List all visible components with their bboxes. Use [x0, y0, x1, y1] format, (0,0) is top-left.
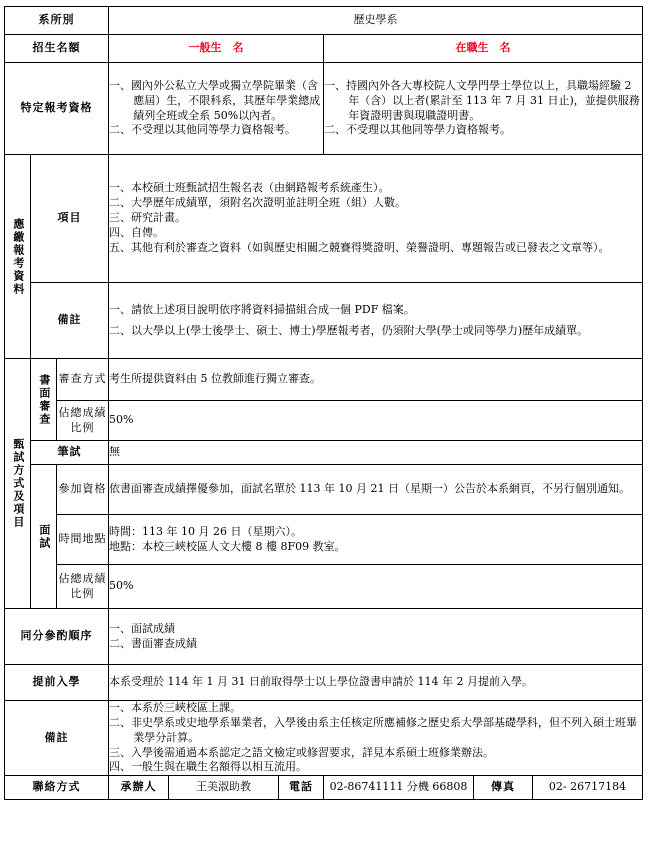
contact-handler-label: 承辦人	[109, 776, 169, 800]
interview-time-cell	[109, 515, 643, 565]
interview-qualify: 依書面審查成績擇優參加，面試名單於 113 年 10 月 21 日（星期一）公告於本系網頁，不另行個別通知。	[109, 465, 643, 515]
materials-notes-label: 備註	[31, 283, 109, 359]
dept-value: 歷史學系	[109, 7, 643, 35]
interview-time: 時間：113 年 10 月 26 日（星期六）。	[109, 524, 302, 538]
eligibility-working	[324, 63, 643, 155]
materials-label: 應繳報考資料	[11, 217, 25, 296]
review-method-label: 審查方式	[57, 359, 109, 401]
row-materials-items	[5, 155, 643, 283]
materials-item: 五、其他有利於審查之資料（如與歷史相關之競賽得獎證明、榮譽證明、專題報告或已發表之文章等）。	[109, 240, 610, 254]
eligibility-working-item: 一、持國內外各大專校院人文學門學士學位以上，具職場經驗 2 年（含）以上者(累計至 113 年 7 月 31 日止)，並提供服務年資證明書與現職證明書。	[324, 78, 640, 122]
remarks-item: 二、非史學系或史地學系畢業者，入學後由系主任核定所應補修之歷史系大學部基礎學科，但不列入碩士班畢業學分計算。	[109, 715, 638, 744]
materials-item: 四、自傳。	[109, 225, 165, 239]
contact-phone: 02-86741111 分機 66808	[324, 776, 474, 800]
eligibility-working-item: 二、不受理以其他同等學力資格報考。	[324, 123, 512, 137]
row-interview-time	[5, 515, 643, 565]
row-review-method	[5, 359, 643, 401]
remarks-label: 備註	[5, 701, 109, 776]
remarks-item: 四、一般生與在職生名額得以相互流用。	[109, 760, 308, 774]
quota-working: 在職生 名	[324, 35, 643, 63]
materials-item: 二、大學歷年成績單，須附名次證明並註明全班（組）人數。	[109, 196, 407, 210]
eligibility-general	[109, 63, 324, 155]
tiebreak-label: 同分參酌順序	[5, 609, 109, 665]
exam-label-cell	[5, 359, 31, 609]
interview-label: 面試	[37, 523, 51, 550]
eligibility-label: 特定報考資格	[5, 63, 109, 155]
remarks-item: 三、入學後需通過本系認定之語文檢定或修習要求，詳見本系碩士班修業辦法。	[109, 745, 495, 759]
interview-qualify-label: 參加資格	[57, 465, 109, 515]
materials-item: 一、本校碩士班甄試招生報名表（由網路報考系統產生）。	[109, 181, 390, 195]
row-quota	[5, 35, 643, 63]
row-review-ratio	[5, 401, 643, 441]
eligibility-general-item: 一、國內外公私立大學或獨立學院畢業（含應屆）生，不限科系，其歷年學業總成績列全班或全系 50%以內者。	[109, 78, 321, 122]
remarks-items	[109, 701, 643, 776]
exam-label: 甄試方式及項目	[11, 438, 25, 529]
materials-items-label: 項目	[31, 155, 109, 283]
row-written	[5, 441, 643, 465]
review-ratio-label: 佔總成績比例	[57, 401, 109, 441]
materials-note: 一、請依上述項目說明依序將資料掃描組合成一個 PDF 檔案。	[109, 302, 415, 316]
materials-items	[109, 155, 643, 283]
eligibility-general-item: 二、不受理以其他同等學力資格報考。	[109, 123, 297, 137]
interview-place: 地點：本校三峽校區人文大樓 8 樓 8F09 教室。	[109, 539, 346, 553]
row-early	[5, 665, 643, 701]
row-remarks	[5, 701, 643, 776]
row-interview-qualify	[5, 465, 643, 515]
written-label: 筆試	[31, 441, 109, 465]
contact-handler: 王美淑助教	[169, 776, 279, 800]
row-materials-notes	[5, 283, 643, 359]
materials-notes	[109, 283, 643, 359]
row-contact	[5, 776, 643, 800]
written-value: 無	[109, 441, 643, 465]
tiebreak-item: 二、書面審查成績	[109, 636, 198, 650]
contact-fax: 02- 26717184	[533, 776, 643, 800]
review-ratio: 50%	[109, 401, 643, 441]
contact-phone-label: 電話	[279, 776, 324, 800]
early-text: 本系受理於 114 年 1 月 31 日前取得學士以上學位證書申請於 114 年 2 月提前入學。	[109, 665, 643, 701]
quota-label: 招生名額	[5, 35, 109, 63]
dept-label: 系所別	[5, 7, 109, 35]
contact-fax-label: 傳真	[474, 776, 533, 800]
remarks-item: 一、本系於三峽校區上課。	[109, 701, 242, 714]
early-label: 提前入學	[5, 665, 109, 701]
row-eligibility	[5, 63, 643, 155]
materials-label-cell	[5, 155, 31, 359]
contact-label: 聯絡方式	[5, 776, 109, 800]
review-label: 書面審查	[37, 373, 51, 426]
interview-time-label: 時間地點	[57, 515, 109, 565]
row-tiebreak	[5, 609, 643, 665]
interview-label-cell	[31, 465, 57, 609]
tiebreak-item: 一、面試成績	[109, 621, 176, 635]
review-method: 考生所提供資料由 5 位教師進行獨立審查。	[109, 359, 643, 401]
admission-table	[4, 6, 643, 800]
review-label-cell	[31, 359, 57, 441]
tiebreak-items	[109, 609, 643, 665]
interview-ratio: 50%	[109, 565, 643, 609]
row-dept	[5, 7, 643, 35]
quota-general: 一般生 名	[109, 35, 324, 63]
admission-document	[4, 6, 642, 848]
materials-item: 三、研究計畫。	[109, 211, 187, 225]
interview-ratio-label: 佔總成績比例	[57, 565, 109, 609]
row-interview-ratio	[5, 565, 643, 609]
materials-note: 二、以大學以上(學士後學士、碩士、博士)學歷報考者，仍須附大學(學士或同等學力)歷年成績單。	[109, 323, 589, 337]
